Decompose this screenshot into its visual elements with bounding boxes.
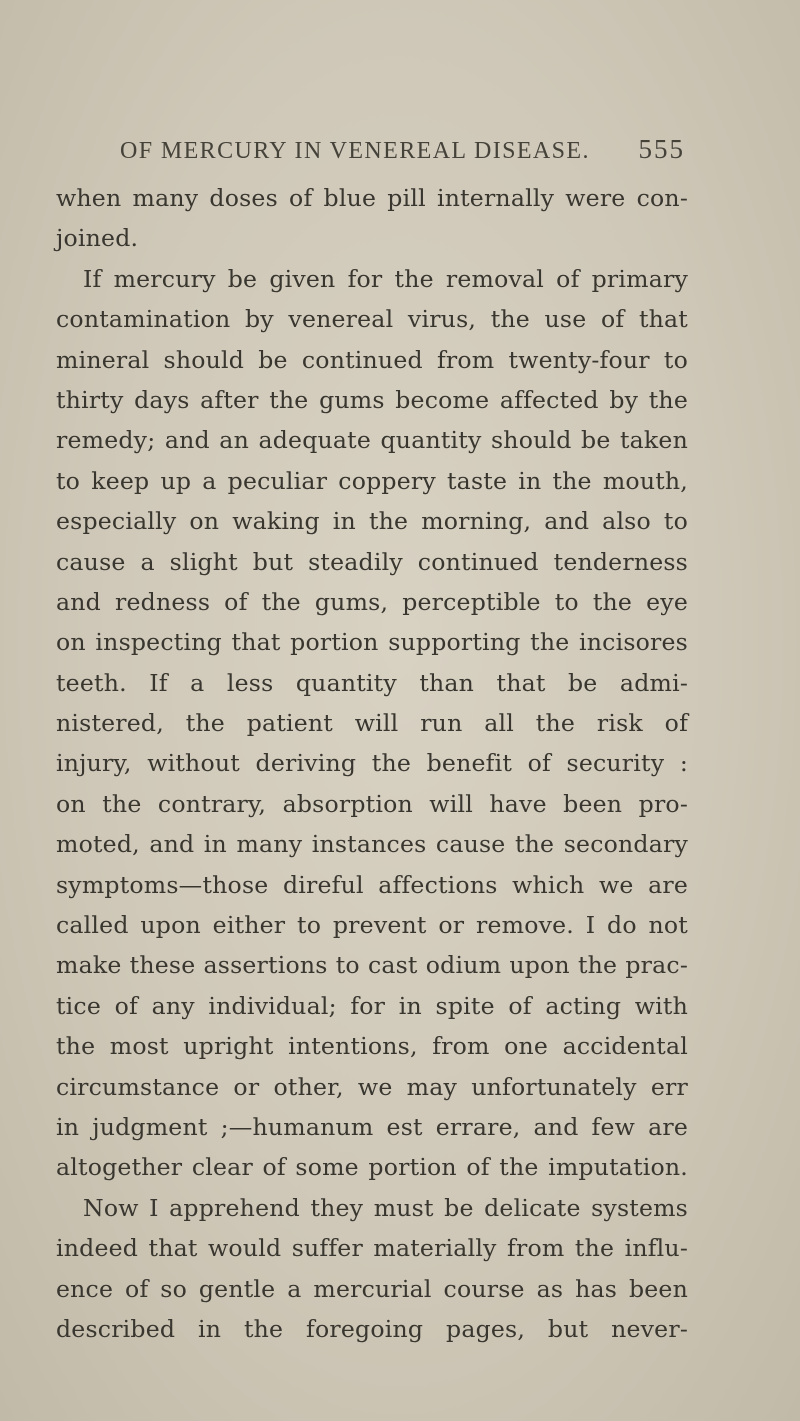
text-line: tice of any individual; for in spite of acting with (56, 991, 688, 1020)
body-text (56, 178, 688, 1349)
text-line: remedy; and an adequate quantity should be taken (56, 426, 688, 455)
text-line: in judgment ;—humanum est errare, and few are (56, 1112, 688, 1141)
text-line: to keep up a peculiar coppery taste in the mouth, (56, 466, 688, 495)
text-line: called upon either to prevent or remove. I do not (56, 911, 688, 940)
text-line: moted, and in many instances cause the secondary (56, 830, 688, 859)
running-head (120, 134, 685, 174)
text-line: on inspecting that portion supporting the incisores (56, 628, 688, 657)
paragraph-start-line: Now I apprehend they must be delicate systems (83, 1193, 688, 1222)
page-number: 555 (638, 134, 685, 164)
running-head-title: OF MERCURY IN VENEREAL DISEASE. (120, 138, 590, 164)
text-line: contamination by venereal virus, the use of that (56, 305, 688, 334)
text-line: especially on waking in the morning, and also to (56, 507, 688, 536)
text-line: on the contrary, absorption will have been pro- (56, 789, 688, 818)
text-line: symptoms—those direful affections which we are (56, 870, 688, 899)
text-line: altogether clear of some portion of the imputation. (56, 1153, 688, 1182)
text-line: ence of so gentle a mercurial course as has been (56, 1274, 688, 1303)
paragraph-start-line: If mercury be given for the removal of primary (83, 264, 688, 293)
text-line: indeed that would suffer materially from the influ- (56, 1234, 688, 1263)
text-line: thirty days after the gums become affected by the (56, 385, 688, 414)
text-line: make these assertions to cast odium upon the prac- (56, 951, 688, 980)
text-line: joined. (56, 224, 139, 253)
text-line: mineral should be continued from twenty-four to (56, 345, 688, 374)
text-line: circumstance or other, we may unfortunately err (56, 1072, 688, 1101)
text-line: cause a slight but steadily continued tenderness (56, 547, 688, 576)
text-line: when many doses of blue pill internally were con- (56, 184, 688, 212)
text-line: injury, without deriving the benefit of security : (56, 749, 688, 778)
text-line: and redness of the gums, perceptible to the eye (56, 587, 688, 616)
text-line: the most upright intentions, from one accidental (56, 1032, 688, 1061)
text-line: nistered, the patient will run all the risk of (56, 709, 688, 738)
text-line: teeth. If a less quantity than that be admi- (56, 668, 688, 697)
text-line: described in the foregoing pages, but never- (56, 1314, 688, 1343)
